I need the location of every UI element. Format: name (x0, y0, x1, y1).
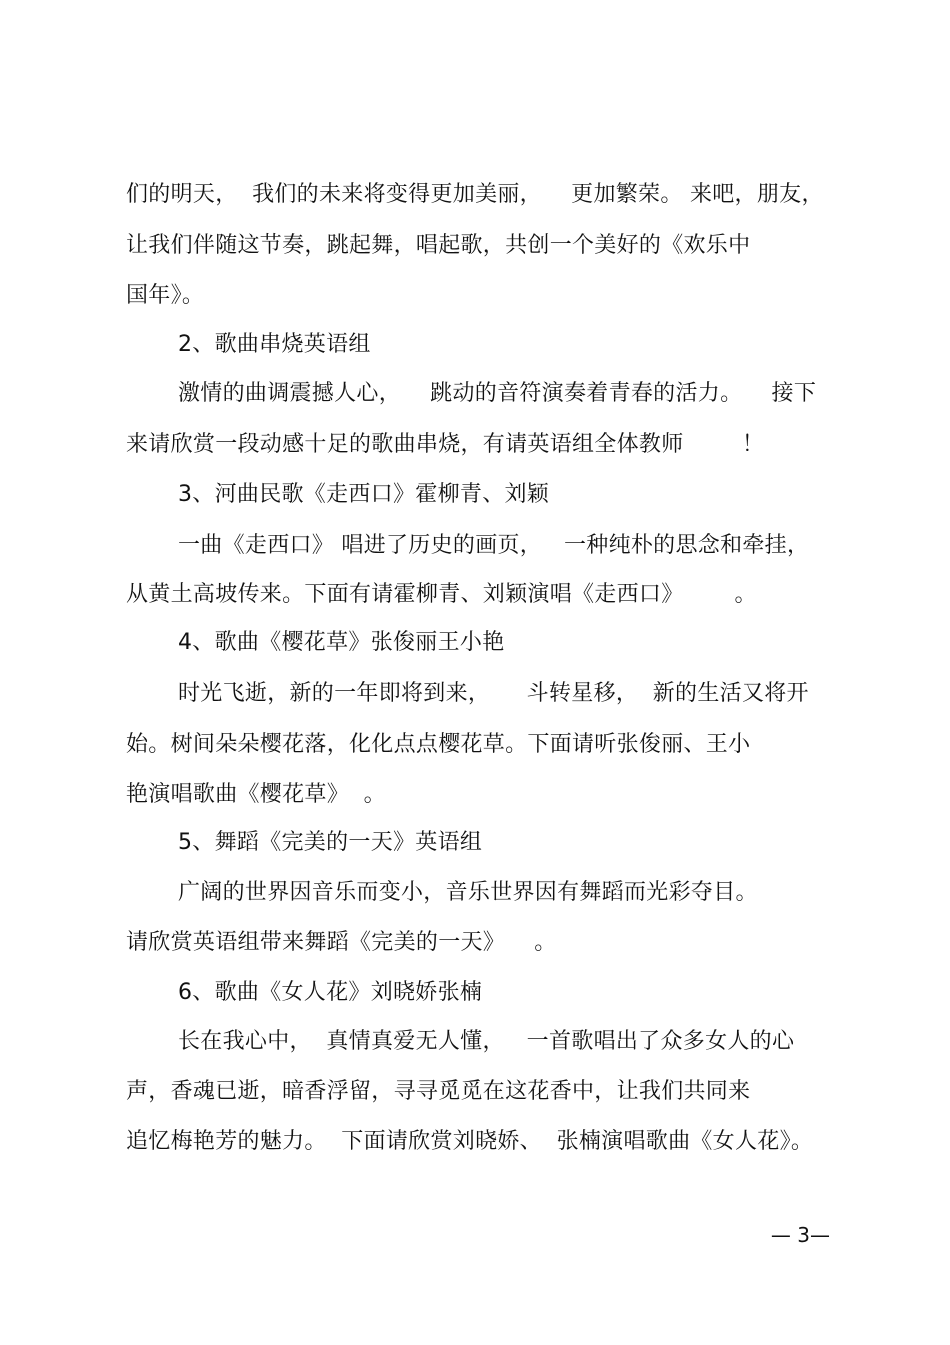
text-line: 来请欣赏一段动感十足的歌曲串烧，有请英语组全体教师 ！ (126, 432, 765, 457)
text-line: 从黄土高坡传来。下面有请霍柳青、刘颖演唱《走西口》 。 (126, 582, 757, 607)
section-heading: 2、歌曲串烧英语组 (178, 332, 371, 357)
text-line: 请欣赏英语组带来舞蹈《完美的一天》 。 (126, 930, 557, 955)
text-line: 艳演唱歌曲《樱花草》 。 (126, 782, 386, 807)
text-line: 们的明天， 我们的未来将变得更加美丽， 更加繁荣。 来吧，朋友， (126, 182, 824, 207)
text-line: 声，香魂已逝，暗香浮留，寻寻觅觅在这花香中，让我们共同来 (126, 1079, 751, 1104)
section-heading: 5、舞蹈《完美的一天》英语组 (178, 830, 483, 855)
text-line: 始。树间朵朵樱花落，化化点点樱花草。下面请听张俊丽、王小 (126, 732, 751, 757)
text-line: 长在我心中， 真情真爱无人懂， 一首歌唱出了众多女人的心 (178, 1029, 795, 1054)
section-heading: 6、歌曲《女人花》刘晓娇张楠 (178, 980, 483, 1005)
text-line: 广阔的世界因音乐而变小，音乐世界因有舞蹈而光彩夺目。 (178, 880, 758, 905)
text-line: 激情的曲调震撼人心， 跳动的音符演奏着青春的活力。 接下 (178, 381, 817, 406)
page-number: — 3— (770, 1223, 830, 1247)
section-heading: 3、河曲民歌《走西口》霍柳青、刘颖 (178, 482, 550, 507)
text-line: 让我们伴随这节奏，跳起舞，唱起歌，共创一个美好的《欢乐中 (126, 233, 751, 258)
text-line: 国年》。 (126, 283, 205, 308)
text-line: 时光飞逝，新的一年即将到来， 斗转星移， 新的生活又将开 (178, 681, 809, 706)
text-line: 追忆梅艳芳的魅力。 下面请欣赏刘晓娇、 张楠演唱歌曲《女人花》。 (126, 1129, 814, 1154)
section-heading: 4、歌曲《樱花草》张俊丽王小艳 (178, 630, 505, 655)
text-line: 一曲《走西口》 唱进了历史的画页， 一种纯朴的思念和牵挂， (178, 533, 810, 558)
